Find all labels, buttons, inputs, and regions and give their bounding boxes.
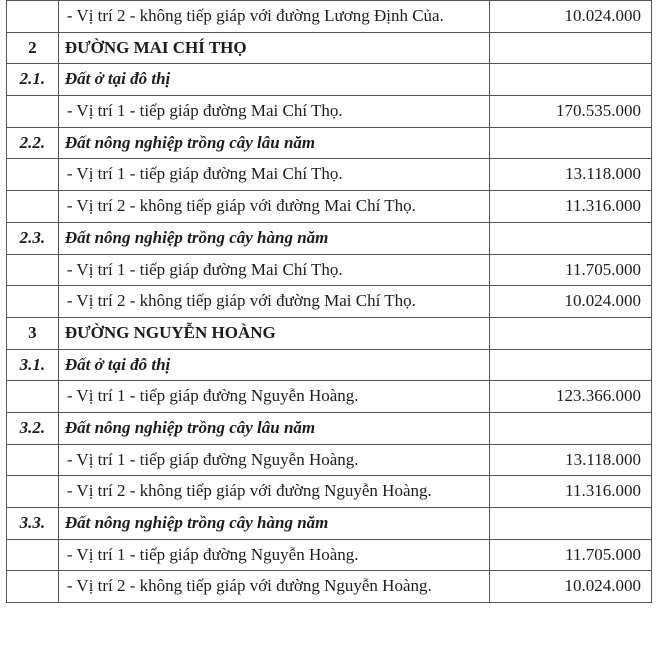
row-number — [7, 286, 59, 318]
table-row — [7, 96, 652, 128]
row-price: 13.118.000 — [490, 444, 652, 476]
table-row — [7, 539, 652, 571]
row-price: 123.366.000 — [490, 381, 652, 413]
row-number — [7, 159, 59, 191]
table-body — [7, 1, 652, 603]
subsection-number: 3.1. — [7, 349, 59, 381]
subsection-row — [7, 412, 652, 444]
row-price — [490, 64, 652, 96]
land-price-table — [6, 0, 652, 603]
row-description: - Vị trí 1 - tiếp giáp đường Nguyễn Hoàng. — [58, 381, 489, 413]
row-price — [490, 412, 652, 444]
subsection-row — [7, 64, 652, 96]
table-row — [7, 159, 652, 191]
row-number — [7, 191, 59, 223]
section-number: 2 — [7, 32, 59, 64]
row-price: 10.024.000 — [490, 571, 652, 603]
section-title: ĐƯỜNG NGUYỄN HOÀNG — [58, 317, 489, 349]
table-row — [7, 191, 652, 223]
row-price: 170.535.000 — [490, 96, 652, 128]
row-number — [7, 1, 59, 33]
row-number — [7, 571, 59, 603]
row-price: 11.705.000 — [490, 254, 652, 286]
row-price — [490, 508, 652, 540]
row-description: - Vị trí 1 - tiếp giáp đường Nguyễn Hoàng. — [58, 539, 489, 571]
subsection-title: Đất nông nghiệp trồng cây hàng năm — [58, 222, 489, 254]
section-row — [7, 32, 652, 64]
subsection-title: Đất nông nghiệp trồng cây lâu năm — [58, 127, 489, 159]
subsection-row — [7, 349, 652, 381]
row-description: - Vị trí 1 - tiếp giáp đường Mai Chí Thọ. — [58, 159, 489, 191]
row-number — [7, 539, 59, 571]
row-description: - Vị trí 1 - tiếp giáp đường Mai Chí Thọ. — [58, 96, 489, 128]
row-description: - Vị trí 2 - không tiếp giáp với đường Nguyễn Hoàng. — [58, 571, 489, 603]
subsection-number: 2.2. — [7, 127, 59, 159]
row-price: 13.118.000 — [490, 159, 652, 191]
row-price: 11.316.000 — [490, 476, 652, 508]
section-row — [7, 317, 652, 349]
table-row — [7, 286, 652, 318]
row-price — [490, 349, 652, 381]
row-number — [7, 444, 59, 476]
subsection-title: Đất nông nghiệp trồng cây hàng năm — [58, 508, 489, 540]
row-description: - Vị trí 2 - không tiếp giáp với đường Mai Chí Thọ. — [58, 286, 489, 318]
subsection-number: 2.1. — [7, 64, 59, 96]
row-price — [490, 317, 652, 349]
row-number — [7, 254, 59, 286]
row-price — [490, 222, 652, 254]
row-description: - Vị trí 2 - không tiếp giáp với đường Lương Định Của. — [58, 1, 489, 33]
row-description: - Vị trí 2 - không tiếp giáp với đường Nguyễn Hoàng. — [58, 476, 489, 508]
row-description: - Vị trí 2 - không tiếp giáp với đường Mai Chí Thọ. — [58, 191, 489, 223]
row-number — [7, 96, 59, 128]
table-row — [7, 381, 652, 413]
table-row — [7, 476, 652, 508]
row-number — [7, 381, 59, 413]
row-description: - Vị trí 1 - tiếp giáp đường Mai Chí Thọ. — [58, 254, 489, 286]
section-title: ĐƯỜNG MAI CHÍ THỌ — [58, 32, 489, 64]
row-number — [7, 476, 59, 508]
subsection-title: Đất nông nghiệp trồng cây lâu năm — [58, 412, 489, 444]
row-price: 10.024.000 — [490, 286, 652, 318]
subsection-title: Đất ở tại đô thị — [58, 349, 489, 381]
subsection-row — [7, 127, 652, 159]
row-price: 10.024.000 — [490, 1, 652, 33]
subsection-number: 3.2. — [7, 412, 59, 444]
subsection-number: 3.3. — [7, 508, 59, 540]
table-row — [7, 444, 652, 476]
row-price — [490, 32, 652, 64]
row-price: 11.316.000 — [490, 191, 652, 223]
row-price — [490, 127, 652, 159]
subsection-title: Đất ở tại đô thị — [58, 64, 489, 96]
row-price: 11.705.000 — [490, 539, 652, 571]
table-row — [7, 254, 652, 286]
row-description: - Vị trí 1 - tiếp giáp đường Nguyễn Hoàng. — [58, 444, 489, 476]
table-row — [7, 1, 652, 33]
subsection-row — [7, 508, 652, 540]
table-row — [7, 571, 652, 603]
section-number: 3 — [7, 317, 59, 349]
subsection-number: 2.3. — [7, 222, 59, 254]
subsection-row — [7, 222, 652, 254]
